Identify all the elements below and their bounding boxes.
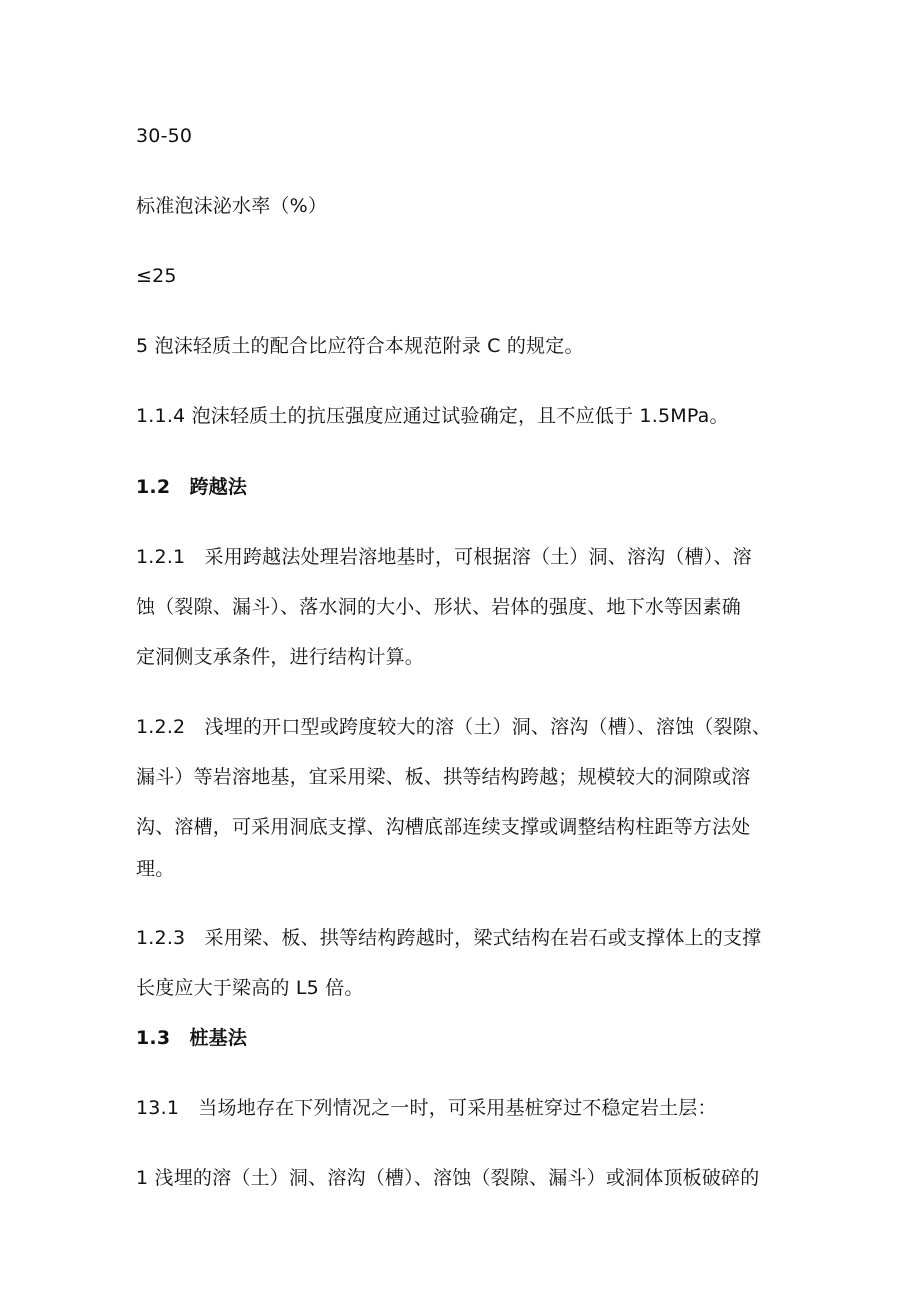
clause-1-2-3-line-1: 1.2.3 采用梁、板、拱等结构跨越时，梁式结构在岩石或支撑体上的支撑 — [136, 927, 762, 949]
clause-1-2-2-line-2: 漏斗）等岩溶地基，宜采用梁、板、拱等结构跨越；规模较大的洞隙或溶 — [136, 766, 751, 788]
clause-1-2-2-line-4: 理。 — [136, 858, 175, 880]
text-line-bleeding-rate: 标准泡沫泌水率（%） — [136, 195, 328, 217]
list-item-1: 1 浅埋的溶（土）洞、溶沟（槽）、溶蚀（裂隙、漏斗）或洞体顶板破碎的 — [136, 1167, 760, 1189]
clause-1-1-4: 1.1.4 泡沫轻质土的抗压强度应通过试验确定，且不应低于 1.5MPa。 — [136, 405, 729, 427]
clause-1-2-2-line-3: 沟、溶槽，可采用洞底支撑、沟槽底部连续支撑或调整结构柱距等方法处 — [136, 816, 751, 838]
clause-1-2-1-line-3: 定洞侧支承条件，进行结构计算。 — [136, 646, 425, 668]
clause-1-2-1-line-1: 1.2.1 采用跨越法处理岩溶地基时，可根据溶（土）洞、溶沟（槽）、溶 — [136, 546, 752, 568]
section-heading-1-2: 1.2 跨越法 — [136, 476, 248, 498]
section-heading-1-3: 1.3 桩基法 — [136, 1027, 248, 1049]
text-line-value-range: 30-50 — [136, 125, 193, 147]
clause-1-2-3-line-2: 长度应大于梁高的 L5 倍。 — [136, 977, 364, 999]
clause-1-3-1: 13.1 当场地存在下列情况之一时，可采用基桩穿过不稳定岩土层： — [136, 1097, 717, 1119]
text-line-mix-ratio: 5 泡沫轻质土的配合比应符合本规范附录 C 的规定。 — [136, 335, 584, 357]
text-line-limit-value: ≤25 — [136, 265, 177, 287]
clause-1-2-1-line-2: 蚀（裂隙、漏斗）、落水洞的大小、形状、岩体的强度、地下水等因素确 — [136, 596, 741, 618]
clause-1-2-2-line-1: 1.2.2 浅埋的开口型或跨度较大的溶（土）洞、溶沟（槽）、溶蚀（裂隙、 — [136, 716, 772, 738]
